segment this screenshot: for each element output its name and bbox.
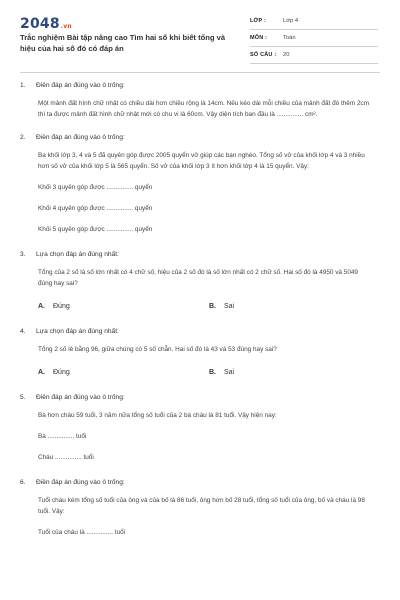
fill-line-grandchild[interactable]: Cháu ............... tuổi [38,454,94,461]
question-number: 2. [20,134,26,141]
question-number: 3. [20,251,26,258]
question-2 [20,134,380,235]
fill-line-grade-3[interactable]: Khối 3 quyên góp được ............... quyển [38,184,153,191]
option-a[interactable] [38,303,209,310]
question-1 [20,82,380,120]
question-number: 4. [20,328,26,335]
fill-line-grandchild-age[interactable]: Tuổi của cháu là ............... tuổi [38,529,126,536]
option-letter: A. [38,303,45,310]
meta-info-table [250,13,378,64]
question-number: 1. [20,82,26,89]
meta-label-count: SỐ CÂU : [250,52,277,58]
question-5 [20,394,380,463]
option-text: Đúng [53,369,70,376]
fill-line-grade-4[interactable]: Khối 4 quyên góp được ............... quyển [38,205,153,212]
question-header [20,134,380,146]
question-prompt: Lựa chọn đáp án đúng nhất: [36,251,119,258]
question-4 [20,328,380,376]
meta-value-count: 20 [283,52,290,58]
question-number: 5. [20,394,26,401]
document-header [0,0,400,68]
question-prompt: Điền đáp án đúng vào ô trống: [36,82,125,89]
fill-line-grandmother[interactable]: Bà ............... tuổi [38,433,87,440]
question-header [20,394,380,406]
question-3 [20,251,380,310]
answer-options [38,369,380,376]
question-header [20,328,380,340]
meta-value-class: Lớp 4 [283,18,299,24]
question-header [20,251,380,263]
option-a[interactable] [38,369,209,376]
meta-label-class: LỚP : [250,18,266,24]
fill-line-grade-5[interactable]: Khối 5 quyên góp được ............... quyển [38,226,153,233]
meta-row-class [250,13,378,30]
option-text: Sai [224,369,235,376]
meta-row-subject [250,30,378,47]
site-logo[interactable] [20,16,72,32]
meta-value-subject: Toán [283,35,296,41]
question-number: 6. [20,479,26,486]
question-prompt: Lựa chọn đáp án đúng nhất: [36,328,119,335]
option-text: Đúng [53,303,70,310]
option-letter: B. [209,369,216,376]
option-letter: A. [38,369,45,376]
question-header [20,479,380,491]
questions-list [0,70,400,600]
question-header [20,82,380,94]
question-6 [20,479,380,538]
logo-text: 2048 [20,16,60,32]
option-text: Sai [224,303,235,310]
question-body: Bà hơn cháu 59 tuổi, 3 năm nữa tổng số tuổi của 2 bà cháu là 81 tuổi. Vậy hiện nay: [38,412,277,419]
answer-options [38,303,380,310]
option-b[interactable] [209,303,380,310]
question-body: Tuổi cháu kém tổng số tuổi của ông và của bố là 86 tuổi, ông hơn bố 28 tuổi, tổng số tuổi của ông, bố và cháu là 98 tuổi. Vậy: [38,497,365,515]
question-body: Tổng 2 số lẻ bằng 96, giữa chúng có 5 số chẵn. Hai số đó là 43 và 53 đúng hay sai? [38,346,277,353]
meta-label-subject: MÔN : [250,35,268,41]
question-prompt: Điền đáp án đúng vào ô trống: [36,479,125,486]
option-b[interactable] [209,369,380,376]
option-letter: B. [209,303,216,310]
question-prompt: Điền đáp án đúng vào ô trống: [36,134,125,141]
meta-row-count [250,47,378,64]
question-prompt: Điền đáp án đúng vào ô trống: [36,394,125,401]
question-body: Tổng của 2 số là số lớn nhất có 4 chữ số, hiệu của 2 số đó là số lớn nhất có 2 chữ số. Hai số đó là 4950 và 5049 đúng hay sai? [38,269,358,287]
page-title: Trắc nghiệm Bài tập nâng cao Tìm hai số khi biết tổng và hiệu của hai số đó có đáp án [20,33,226,53]
question-body: Ba khối lớp 3, 4 và 5 đã quyên góp được 2005 quyển vở giúp các bạn nghèo. Tổng số vở của khối lớp 4 và 3 nhiều hơn số vở của khối lớp 5 là 565 quyển. Số vở của khối lớp 3 ít hơn khối lớp 4 là 15 quyển. Vậy: [38,152,365,170]
logo-suffix: .vn [60,23,72,30]
question-body: Một mảnh đất hình chữ nhật có chiều dài hơn chiều rộng là 14cm. Nếu kéo dài mỗi chiều của mảnh đất đó thêm 2cm thì ta được mảnh đất hình chữ nhật mới có chu vi là 60cm. Vậy diện tích ban đầu là ............... cm². [38,100,370,118]
